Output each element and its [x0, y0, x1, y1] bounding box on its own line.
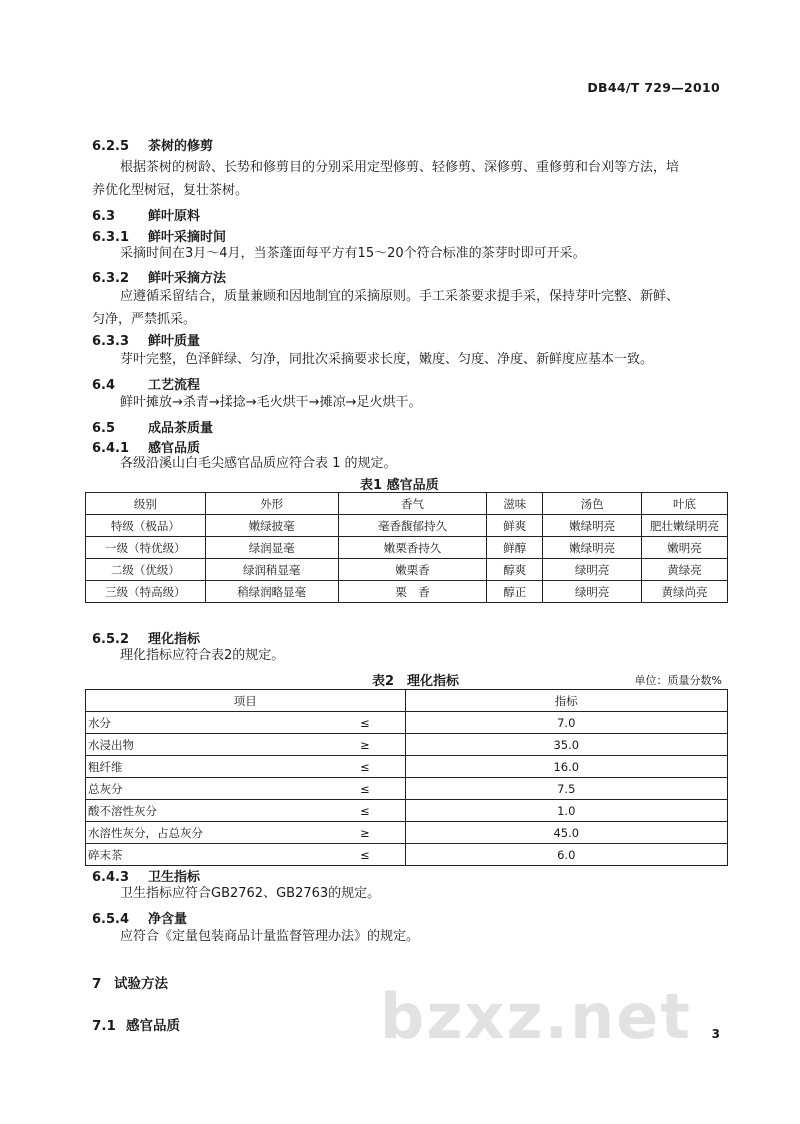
table1-cell: 鲜爽: [487, 515, 543, 537]
table1-cell: 嫩绿明亮: [543, 537, 642, 559]
table2-cell: ≥: [325, 822, 405, 844]
table1-cell: 嫩绿明亮: [543, 515, 642, 537]
table1-cell: 嫩明亮: [642, 537, 728, 559]
table1-header: 外形: [205, 493, 338, 515]
section-6-2-5-heading: 6.2.5 茶树的修剪: [92, 139, 214, 154]
table-row: [86, 515, 728, 537]
document-code: DB44/T 729—2010: [587, 80, 720, 95]
section-6-3-1-text: 采摘时间在3月～4月，当茶蓬面每平方有15～20个符合标准的茶芽时即可开采。: [120, 246, 586, 261]
table1-header: 级别: [86, 493, 206, 515]
table1-caption: 表1 感官品质: [360, 478, 439, 493]
table2-cell: 水溶性灰分，占总灰分: [86, 822, 326, 844]
table1-cell: 醇爽: [487, 559, 543, 581]
table2-cell: 35.0: [405, 734, 728, 756]
table2-header: 指标: [405, 690, 728, 712]
table1-cell: 栗 香: [338, 581, 487, 603]
table1-cell: 肥壮嫩绿明亮: [642, 515, 728, 537]
table2-cell: 16.0: [405, 756, 728, 778]
table1-cell: 绿明亮: [543, 581, 642, 603]
section-6-4-1-heading: 6.4.1 感官品质: [92, 441, 201, 456]
section-6-5-4-heading: 6.5.4 净含量: [92, 912, 188, 927]
table1-header: 叶底: [642, 493, 728, 515]
table1-cell: 二级（优级）: [86, 559, 206, 581]
section-6-3-2-heading: 6.3.2 鲜叶采摘方法: [92, 271, 227, 286]
table1-cell: 一级（特优级）: [86, 537, 206, 559]
table1-header: 滋味: [487, 493, 543, 515]
table2-cell: 1.0: [405, 800, 728, 822]
table2-cell: ≤: [325, 800, 405, 822]
table2-cell: 酸不溶性灰分: [86, 800, 326, 822]
section-6-5-4-text: 应符合《定量包装商品计量监督管理办法》的规定。: [120, 929, 420, 944]
section-6-3-2-text-2: 匀净，严禁抓采。: [92, 312, 197, 327]
table1-cell: 绿明亮: [543, 559, 642, 581]
section-6-4-1-text: 各级沿溪山白毛尖感官品质应符合表 1 的规定。: [120, 456, 397, 471]
table2-caption: 表2 理化指标: [372, 674, 460, 689]
table2-cell: ≤: [325, 844, 405, 866]
section-6-5-heading: 6.5 成品茶质量: [92, 421, 214, 436]
table2-cell: ≥: [325, 734, 405, 756]
table1-cell: 黄绿亮: [642, 559, 728, 581]
section-6-5-2-text: 理化指标应符合表2的规定。: [120, 648, 285, 663]
section-6-4-3-text: 卫生指标应符合GB2762、GB2763的规定。: [120, 886, 381, 901]
table-row: [86, 581, 728, 603]
section-6-3-3-text: 芽叶完整，色泽鲜绿、匀净，同批次采摘要求长度，嫩度、匀度、净度、新鲜度应基本一致。: [120, 352, 654, 367]
section-6-2-5-text-2: 养优化型树冠，复壮茶树。: [92, 183, 249, 198]
table1-header: 香气: [338, 493, 487, 515]
table2-cell: 碎末茶: [86, 844, 326, 866]
table1-cell: 三级（特高级）: [86, 581, 206, 603]
table2-cell: 粗纤维: [86, 756, 326, 778]
table1-cell: 绿润稍显毫: [205, 559, 338, 581]
table-row: [86, 800, 728, 822]
table1-cell: 醇正: [487, 581, 543, 603]
table1-cell: 嫩栗香持久: [338, 537, 487, 559]
section-6-4-3-heading: 6.4.3 卫生指标: [92, 870, 201, 885]
table-physicochemical: [85, 689, 728, 866]
table1-cell: 嫩绿披毫: [205, 515, 338, 537]
table1-header: 汤色: [543, 493, 642, 515]
section-6-4-heading: 6.4 工艺流程: [92, 378, 201, 393]
section-6-3-heading: 6.3 鲜叶原料: [92, 209, 201, 224]
section-7-heading: 7 试验方法: [92, 976, 168, 992]
section-6-2-5-text-1: 根据茶树的树龄、长势和修剪目的分别采用定型修剪、轻修剪、深修剪、重修剪和台刈等方法，培: [120, 160, 680, 175]
section-6-3-2-text-1: 应遵循采留结合，质量兼顾和因地制宜的采摘原则。手工采茶要求提手采，保持芽叶完整、新鲜、: [120, 289, 680, 304]
table2-cell: 水分: [86, 712, 326, 734]
table-row: [86, 712, 728, 734]
table2-cell: 水浸出物: [86, 734, 326, 756]
table1-cell: 特级（极品）: [86, 515, 206, 537]
table1-cell: 绿润显毫: [205, 537, 338, 559]
watermark: bzxz.net: [380, 980, 692, 1053]
table2-cell: 6.0: [405, 844, 728, 866]
table2-cell: 7.0: [405, 712, 728, 734]
page-number: 3: [711, 1027, 720, 1041]
table-sensory-quality: [85, 492, 728, 603]
table2-cell: ≤: [325, 712, 405, 734]
table2-cell: ≤: [325, 778, 405, 800]
section-7-1-heading: 7.1 感官品质: [92, 1018, 180, 1034]
table2-header: 项目: [86, 690, 406, 712]
table-row: [86, 559, 728, 581]
section-6-5-2-heading: 6.5.2 理化指标: [92, 632, 201, 647]
section-6-3-1-heading: 6.3.1 鲜叶采摘时间: [92, 230, 227, 245]
table-row: [86, 822, 728, 844]
table2-cell: 45.0: [405, 822, 728, 844]
table1-cell: 稍绿润略显毫: [205, 581, 338, 603]
table-row: [86, 756, 728, 778]
table1-cell: 鲜醇: [487, 537, 543, 559]
table1-cell: 毫香馥郁持久: [338, 515, 487, 537]
table2-cell: ≤: [325, 756, 405, 778]
section-6-3-3-heading: 6.3.3 鲜叶质量: [92, 334, 201, 349]
table-row: [86, 537, 728, 559]
table1-cell: 黄绿尚亮: [642, 581, 728, 603]
table2-unit: 单位：质量分数%: [634, 674, 722, 687]
table-row: [86, 778, 728, 800]
table1-cell: 嫩栗香: [338, 559, 487, 581]
table-row: [86, 734, 728, 756]
table-row: [86, 844, 728, 866]
section-6-4-text: 鲜叶摊放→杀青→揉捻→毛火烘干→摊凉→足火烘干。: [120, 395, 422, 410]
table2-cell: 总灰分: [86, 778, 326, 800]
table2-cell: 7.5: [405, 778, 728, 800]
